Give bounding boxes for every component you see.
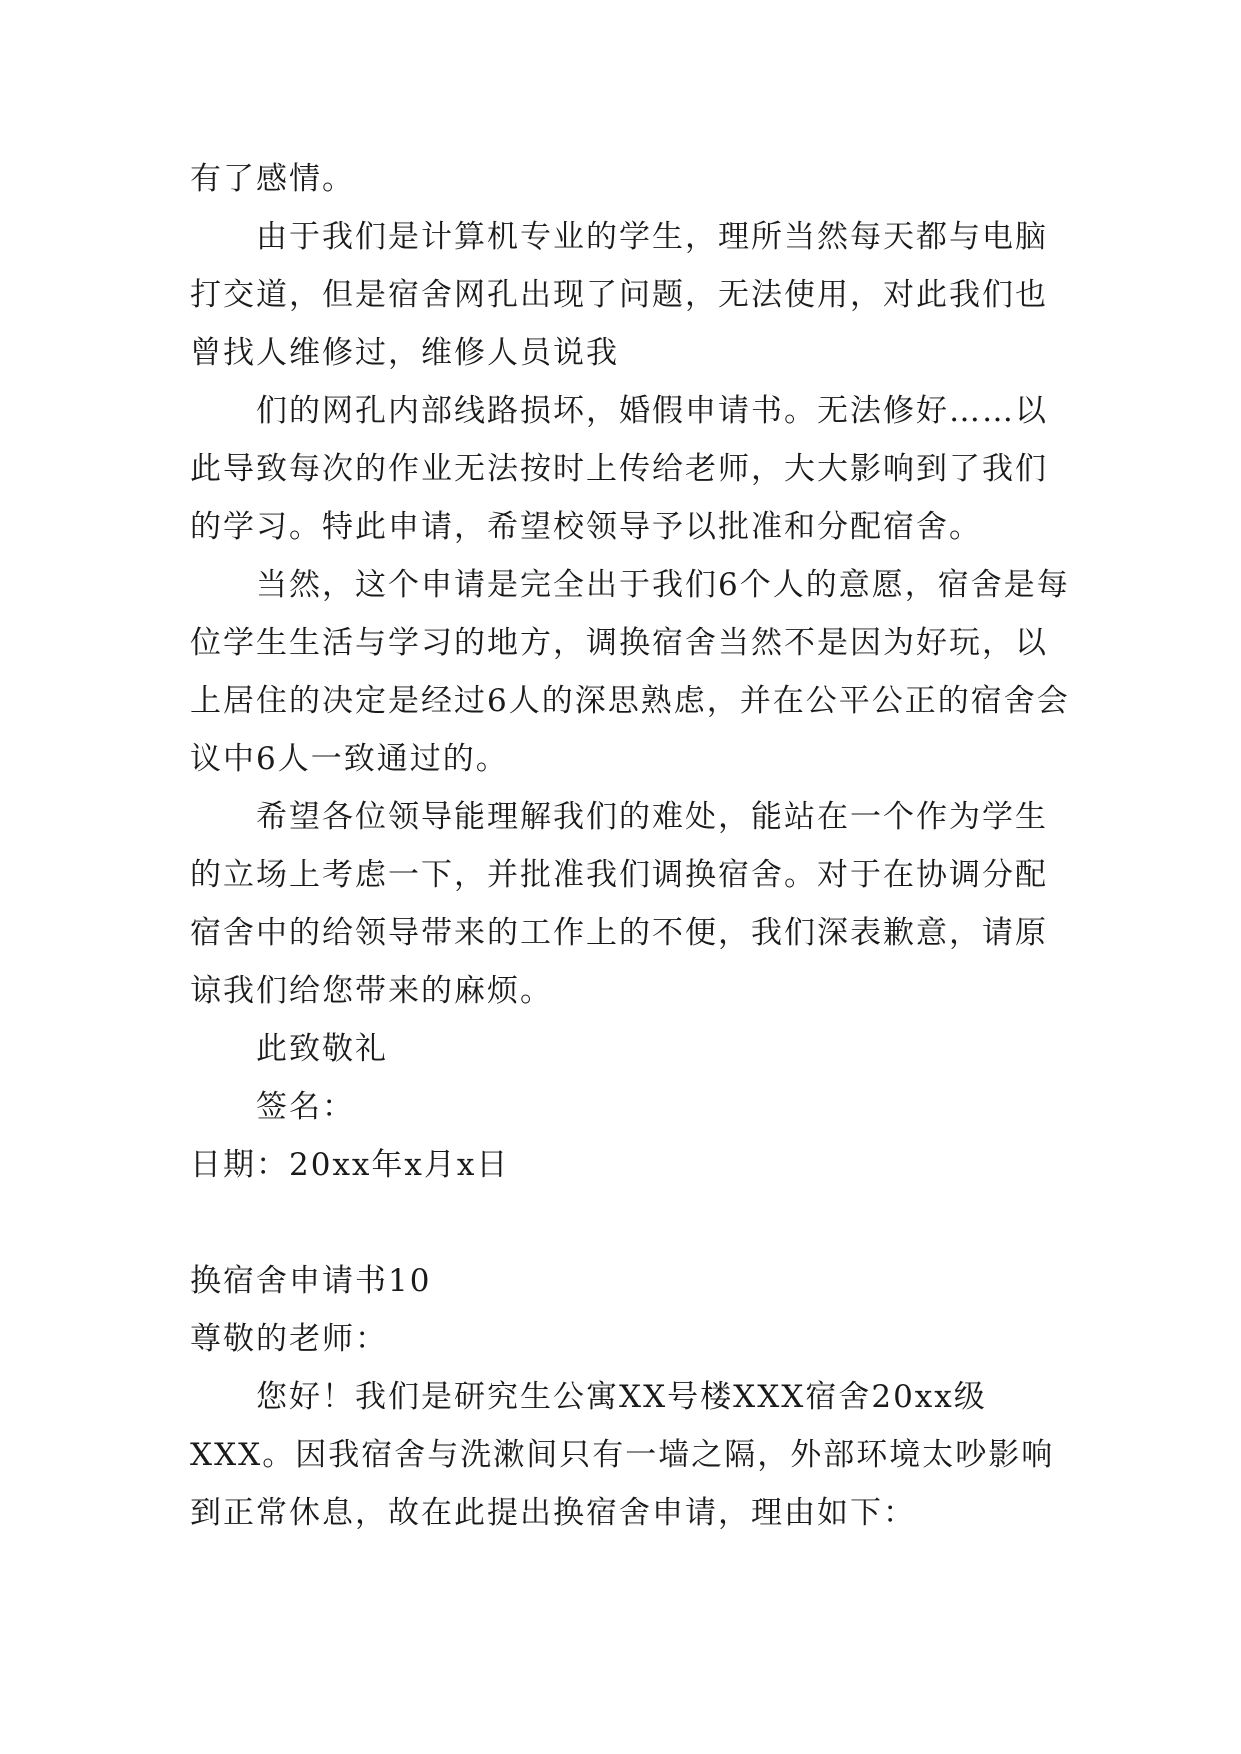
paragraph-consent: 当然，这个申请是完全出于我们6个人的意愿，宿舍是每位学生生活与学习的地方，调换宿舍当然不是因为好玩，以上居住的决定是经过6人的深思熟虑，并在公平公正的宿舍会议中6人一致通过的。 (190, 567, 1070, 777)
document-page (190, 150, 1080, 1542)
signature-line: 签名： (256, 1089, 355, 1125)
paragraph-continuation: 有了感情。 (190, 161, 355, 197)
salutation: 尊敬的老师： (190, 1321, 388, 1357)
section-gap (190, 1194, 1080, 1252)
paragraph-network-issue: 由于我们是计算机专业的学生，理所当然每天都与电脑打交道，但是宿舍网孔出现了问题，无法使用，对此我们也曾找人维修过，维修人员说我 (190, 219, 1048, 371)
paragraph-intro: 您好！我们是研究生公寓XX号楼XXX宿舍20xx级XXX。因我宿舍与洗漱间只有一墙之隔，外部环境太吵影响到正常休息，故在此提出换宿舍申请，理由如下： (190, 1379, 1055, 1531)
paragraph-request: 希望各位领导能理解我们的难处，能站在一个作为学生的立场上考虑一下，并批准我们调换宿舍。对于在协调分配宿舍中的给领导带来的工作上的不便，我们深表歉意，请原谅我们给您带来的麻烦。 (190, 799, 1048, 1009)
section-title: 换宿舍申请书10 (190, 1263, 432, 1299)
closing-salute: 此致敬礼 (256, 1031, 388, 1067)
date-line: 日期：20xx年x月x日 (190, 1147, 510, 1183)
paragraph-network-damage: 们的网孔内部线路损坏，婚假申请书。无法修好……以此导致每次的作业无法按时上传给老师，大大影响到了我们的学习。特此申请，希望校领导予以批准和分配宿舍。 (190, 393, 1048, 545)
